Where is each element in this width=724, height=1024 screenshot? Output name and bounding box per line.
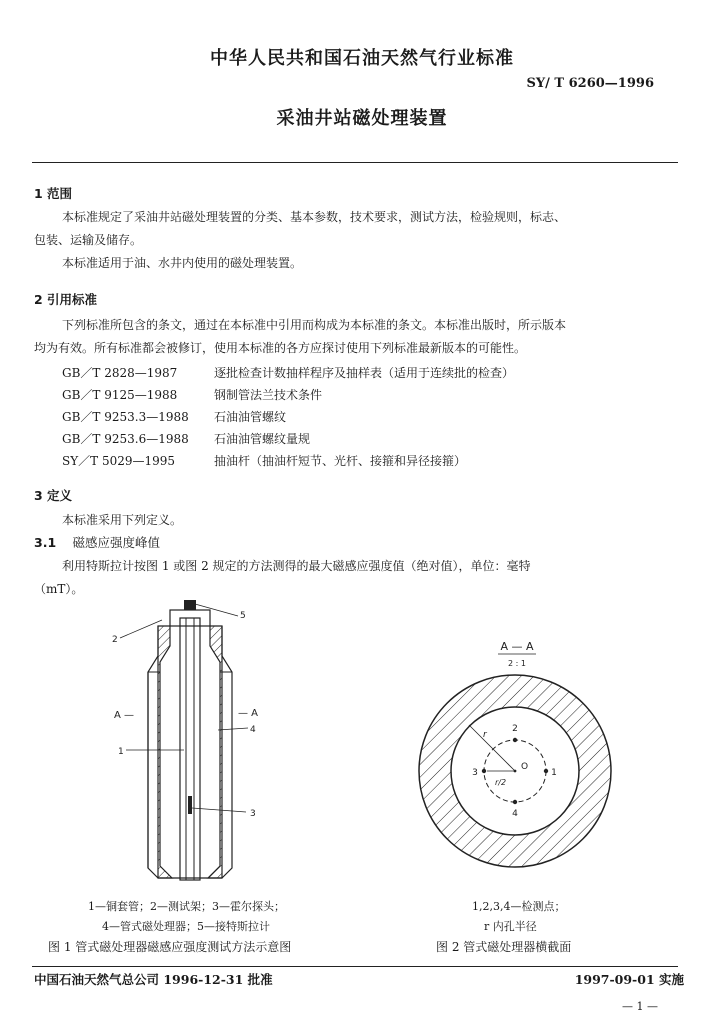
fig2-scale-label: 2 : 1 bbox=[508, 659, 526, 668]
radius-half: r/2 bbox=[495, 778, 507, 787]
section-1-para-2: 本标准适用于油、水井内使用的磁处理装置。 bbox=[62, 256, 303, 270]
fig1-label-3: 3 bbox=[250, 809, 256, 819]
page-number: — 1 — bbox=[622, 1000, 658, 1013]
tesla-connector bbox=[184, 600, 196, 610]
section-1-para-1-line-1: 本标准规定了采油井站磁处理装置的分类、基本参数，技术要求，测试方法，检验规则，标志、 bbox=[62, 210, 567, 224]
figure-2-legend-2: r 内孔半径 bbox=[484, 920, 537, 933]
subsection-3-1 bbox=[34, 533, 160, 551]
ref-title: 钢制管法兰技术条件 bbox=[214, 388, 323, 402]
definition-line-2: （mT）。 bbox=[34, 582, 84, 596]
point-2: 2 bbox=[512, 724, 518, 734]
point-4: 4 bbox=[512, 809, 518, 819]
ref-title: 抽油杆（抽油杆短节、光杆、接箍和异径接箍） bbox=[214, 454, 467, 468]
figure-2-caption: 图 2 管式磁处理器横截面 bbox=[436, 940, 572, 954]
ref-item bbox=[62, 430, 310, 447]
ref-code: GB／T 9125—1988 bbox=[62, 388, 178, 402]
section-1-heading: 1 范围 bbox=[34, 186, 73, 201]
tube-wall-left bbox=[158, 626, 172, 878]
hall-probe bbox=[188, 796, 192, 814]
section-2-para-line-1: 下列标准所包含的条文，通过在本标准中引用而构成为本标准的条文。本标准出版时，所示版本 bbox=[62, 318, 567, 332]
ref-code: GB／T 9253.6—1988 bbox=[62, 432, 189, 446]
approval-line: 中国石油天然气总公司 1996-12-31 批准 bbox=[34, 972, 273, 987]
subsection-number: 3.1 bbox=[34, 535, 57, 550]
fig1-label-2: 2 bbox=[112, 635, 118, 645]
center-o: O bbox=[521, 762, 529, 772]
ref-title: 石油油管螺纹量规 bbox=[214, 432, 311, 446]
header-rule bbox=[32, 162, 678, 163]
section-3-intro: 本标准采用下列定义。 bbox=[62, 513, 183, 527]
footer-rule bbox=[32, 966, 678, 967]
implementation-date: 1997-09-01 实施 bbox=[574, 972, 684, 987]
section-2-para-line-2: 均为有效。所有标准都会被修订，使用本标准的各方应探讨使用下列标准最新版本的可能性。 bbox=[34, 341, 527, 355]
organization-title: 中华人民共和国石油天然气行业标准 bbox=[210, 48, 514, 69]
ref-title: 石油油管螺纹 bbox=[214, 410, 287, 424]
ref-code: GB／T 9253.3—1988 bbox=[62, 410, 189, 424]
ref-item bbox=[62, 386, 322, 403]
ref-item bbox=[62, 452, 466, 469]
fig1-label-4: 4 bbox=[250, 725, 256, 735]
point-1: 1 bbox=[551, 768, 557, 778]
figure-2-legend-1: 1,2,3,4—检测点； bbox=[472, 900, 566, 913]
figure-1-caption: 图 1 管式磁处理器磁感应强度测试方法示意图 bbox=[48, 940, 292, 954]
figure-1-legend-1: 1—铜套管；2—测试架；3—霍尔探头； bbox=[88, 900, 285, 913]
ref-item bbox=[62, 364, 514, 381]
ref-code: GB／T 2828—1987 bbox=[62, 366, 178, 380]
point-3: 3 bbox=[472, 768, 478, 778]
fig1-label-5: 5 bbox=[240, 611, 246, 621]
fig2-section-label: A — A bbox=[500, 640, 534, 653]
section-1-para-1-line-2: 包装、运输及储存。 bbox=[34, 233, 143, 247]
figure-2-diagram bbox=[412, 636, 622, 892]
section-3-heading: 3 定义 bbox=[34, 488, 73, 503]
ref-code: SY／T 5029—1995 bbox=[62, 454, 176, 468]
tube-wall-right bbox=[208, 626, 222, 878]
fig1-label-1: 1 bbox=[118, 747, 124, 757]
definition-line-1: 利用特斯拉计按图 1 或图 2 规定的方法测得的最大磁感应强度值（绝对值），单位：毫特 bbox=[62, 559, 531, 573]
figure-1-legend-2: 4—管式磁处理器；5—接特斯拉计 bbox=[102, 920, 270, 933]
copper-sleeve bbox=[180, 618, 200, 880]
fig1-section-left: A — bbox=[114, 710, 135, 721]
document-title: 采油井站磁处理装置 bbox=[276, 108, 448, 129]
ref-item bbox=[62, 408, 286, 425]
tube-outline bbox=[148, 626, 232, 878]
fig1-section-right: — A bbox=[238, 708, 259, 719]
ref-title: 逐批检查计数抽样程序及抽样表（适用于连续批的检查） bbox=[214, 366, 515, 380]
standard-code: SY/ T 6260—1996 bbox=[526, 76, 654, 91]
subsection-title: 磁感应强度峰值 bbox=[72, 535, 161, 550]
figure-1-diagram bbox=[100, 596, 280, 894]
radius-r: r bbox=[483, 730, 487, 740]
section-2-heading: 2 引用标准 bbox=[34, 292, 98, 307]
